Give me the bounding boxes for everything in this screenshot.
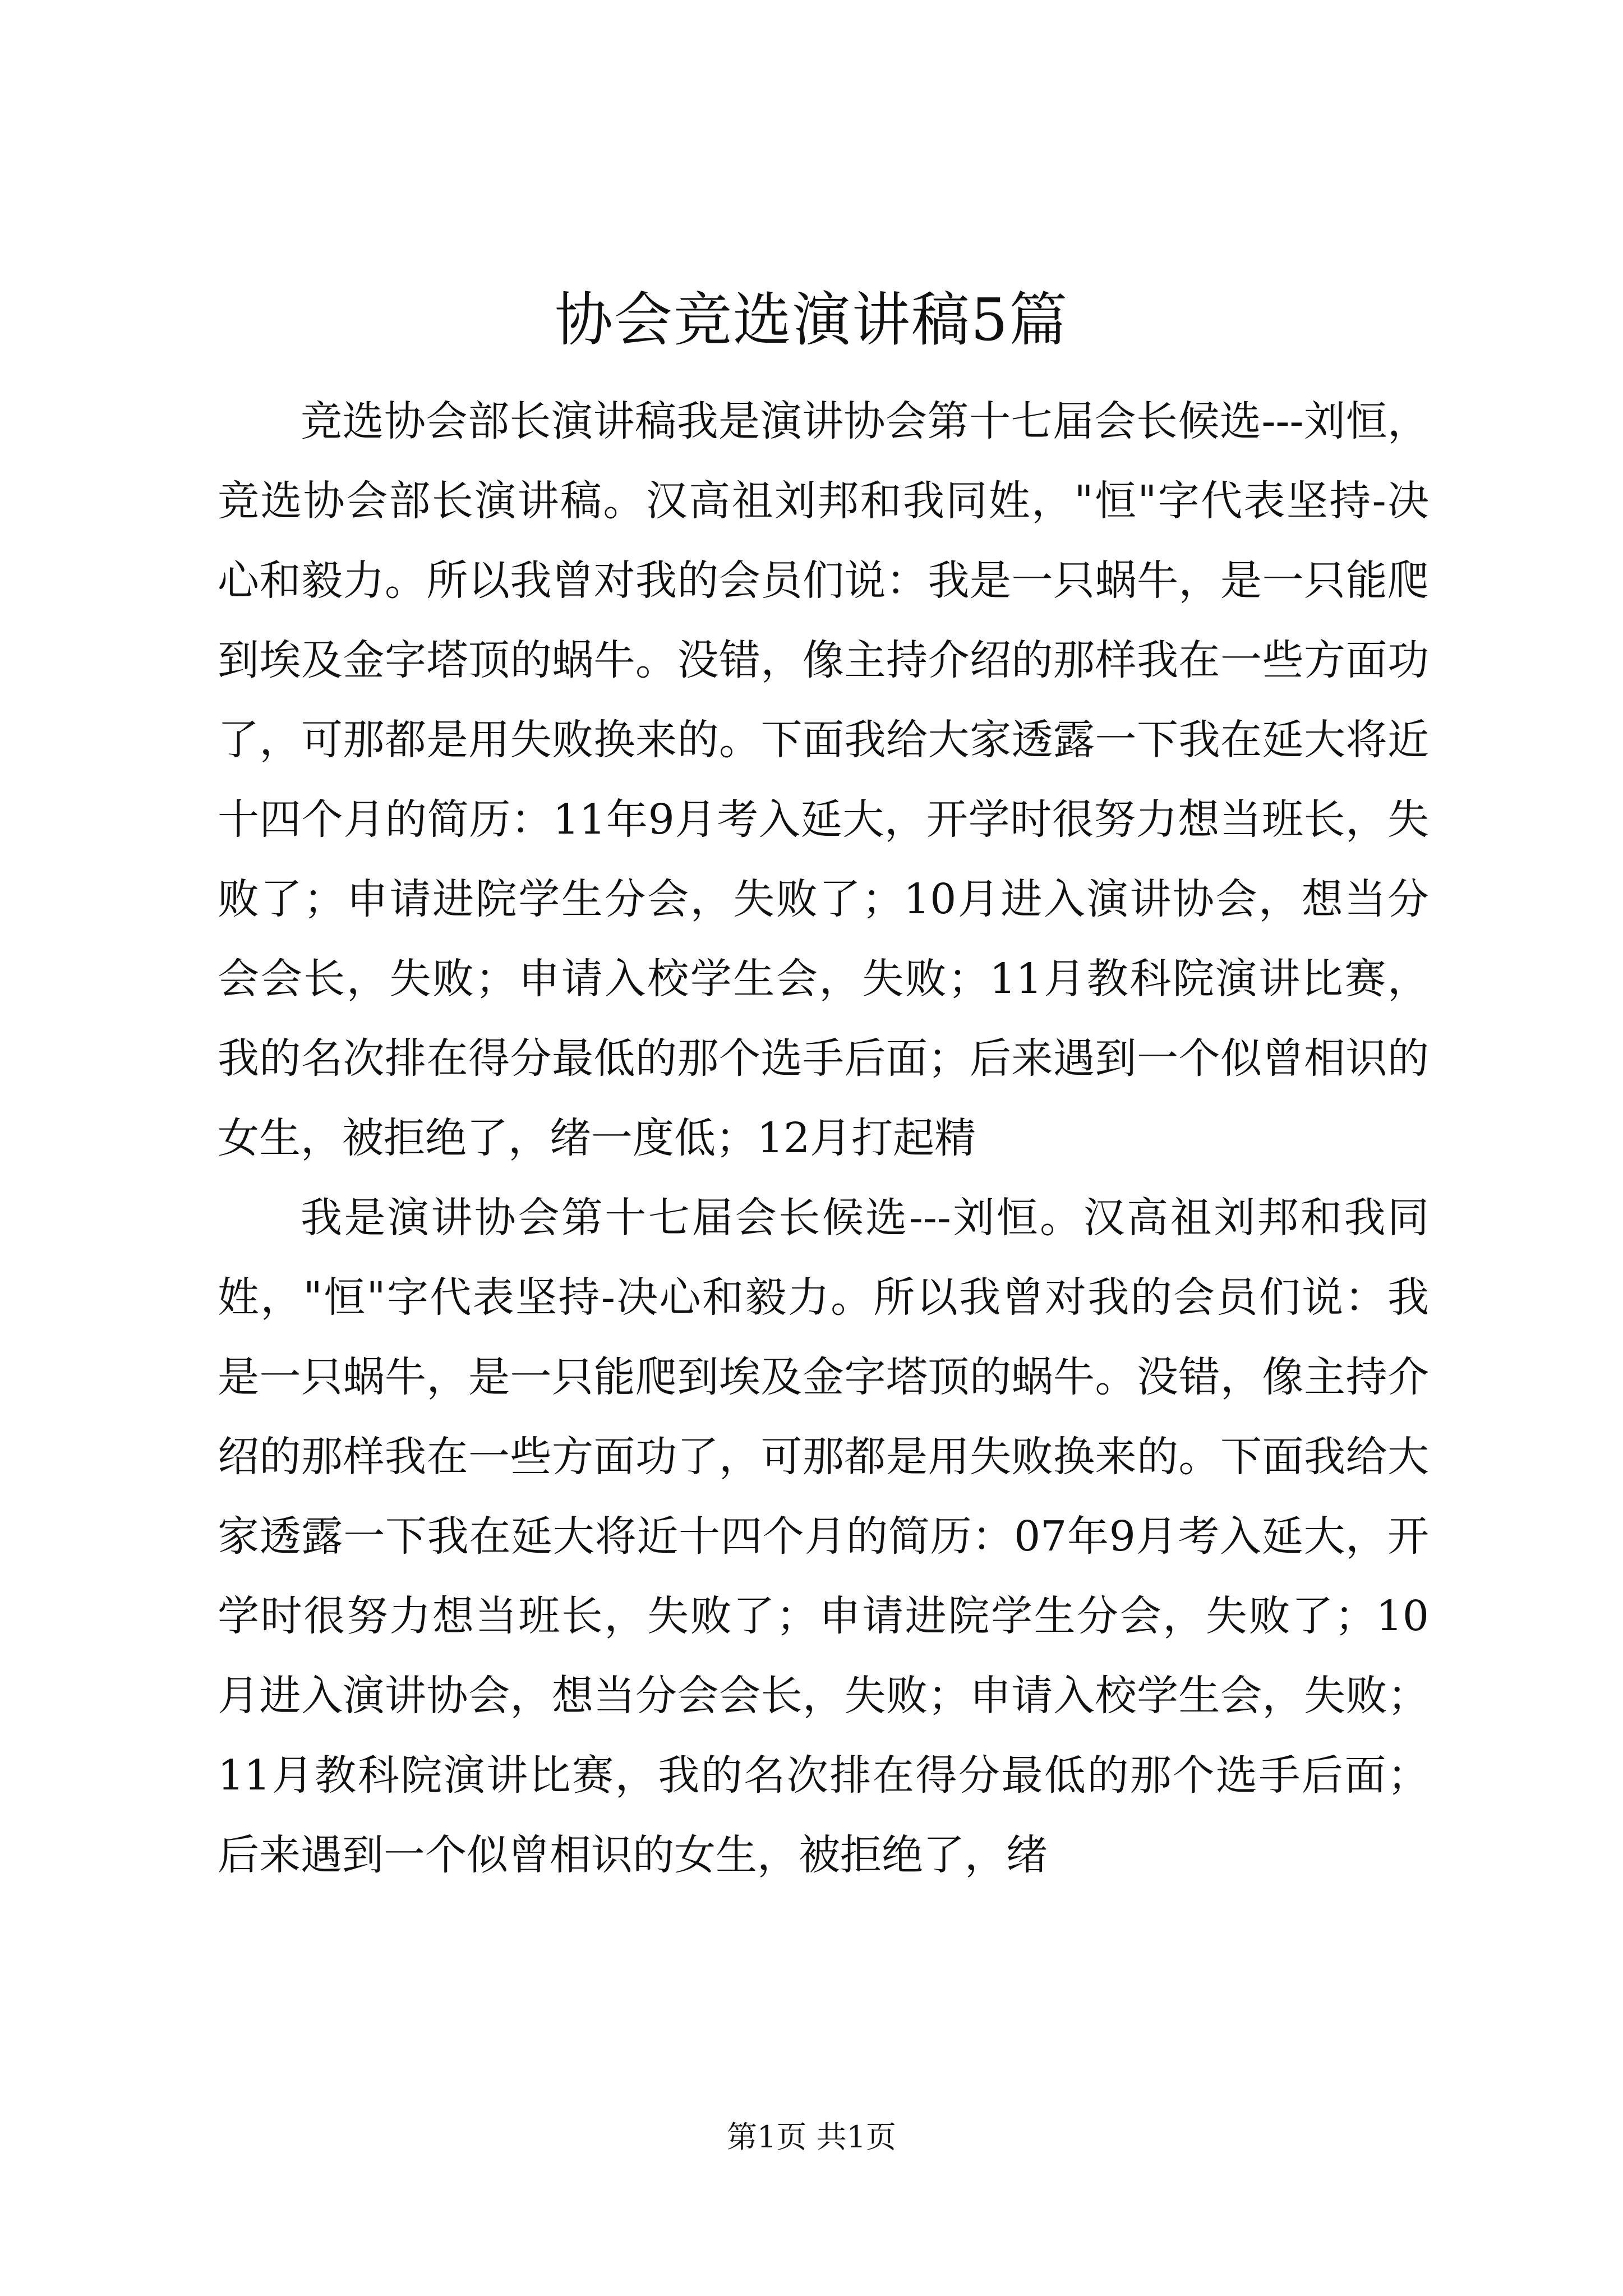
document-body [218,381,1429,1895]
paragraph-2: 我是演讲协会第十七届会长候选---刘恒。汉高祖刘邦和我同姓，"恒"字代表坚持-决心和毅力。所以我曾对我的会员们说：我是一只蜗牛，是一只能爬到埃及金字塔顶的蜗牛。没错，像主持介绍的那样我在一些方面功了，可那都是用失败换来的。下面我给大家透露一下我在延大将近十四个月的简历：07年9月考入延大，开学时很努力想当班长，失败了；申请进院学生分会，失败了；10月进入演讲协会，想当分会会长，失败；申请入校学生会，失败；11月教科院演讲比赛，我的名次排在得分最低的那个选手后面；后来遇到一个似曾相识的女生，被拒绝了，绪 [218,1194,1429,1879]
page-footer: 第1页 共1页 [727,2119,896,2155]
document-title: 协会竞选演讲稿5篇 [554,286,1069,354]
paragraph-1: 竞选协会部长演讲稿我是演讲协会第十七届会长候选---刘恒，竞选协会部长演讲稿。汉高祖刘邦和我同姓，"恒"字代表坚持-决心和毅力。所以我曾对我的会员们说：我是一只蜗牛，是一只能爬到埃及金字塔顶的蜗牛。没错，像主持介绍的那样我在一些方面功了，可那都是用失败换来的。下面我给大家透露一下我在延大将近十四个月的简历：11年9月考入延大，开学时很努力想当班长，失败了；申请进院学生分会，失败了；10月进入演讲协会，想当分会会长，失败；申请入校学生会，失败；11月教科院演讲比赛，我的名次排在得分最低的那个选手后面；后来遇到一个似曾相识的女生，被拒绝了，绪一度低；12月打起精 [218,397,1429,1162]
